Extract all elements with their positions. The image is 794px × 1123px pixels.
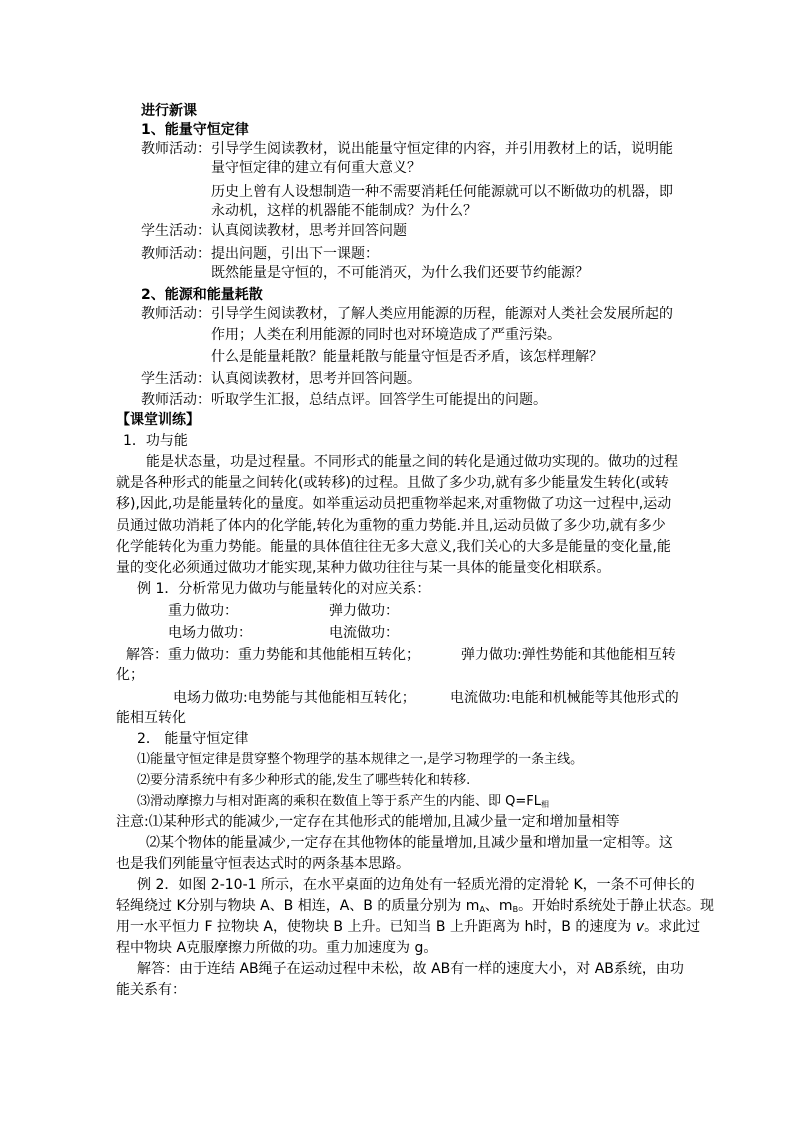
example-2-text: 。求此过 <box>644 919 701 935</box>
answer-line: 能相互转化 <box>116 710 186 726</box>
paragraph-line: 量的变化必须通过做功才能实现,某种力做功往往与某一具体的能量变化相联系。 <box>116 560 611 576</box>
law-point-3-text: ⑶滑动摩擦力与相对距离的乘积在数值上等于系产生的内能、即 Q=FL <box>137 794 541 809</box>
example-2-line: 程中物块 A克服摩擦力所做的功。重力加速度为 g。 <box>116 940 438 956</box>
solution-line: 解答：由于连结 AB绳子在运动过程中未松，故 AB有一样的速度大小，对 AB系统，由功 <box>137 961 684 977</box>
item-energy-conservation-law: 2． 能量守恒定律 <box>137 731 249 747</box>
elastic-work-label: 弹力做功： <box>329 603 399 619</box>
example-2-text: 。开始时系统处于静止状态。现 <box>518 898 715 914</box>
law-point-3 <box>137 793 549 814</box>
paragraph-line: 能是状态量，功是过程量。不同形式的能量之间的转化是通过做功实现的。做功的过程 <box>146 454 678 470</box>
gravity-work-label: 重力做功： <box>168 603 238 619</box>
paragraph-line: 员通过做功消耗了体内的化学能,转化为重物的重力势能.并且,运动员做了多少功,就有多少 <box>116 518 666 534</box>
subheading-energy-conservation: 1、能量守恒定律 <box>141 122 249 138</box>
efield-work-label: 电场力做功： <box>168 625 252 641</box>
law-point-3-subscript: 相 <box>540 800 549 809</box>
teacher-activity-text: 教师活动：听取学生汇报，总结点评。回答学生可能提出的问题。 <box>141 392 547 408</box>
teacher-activity-text: 永动机，这样的机器能不能制成？为什么？ <box>211 203 477 219</box>
law-point-2: ⑵要分清系统中有多少种形式的能,发生了哪些转化和转移. <box>137 773 471 788</box>
note-line: 注意:⑴某种形式的能减少,一定存在其他形式的能增加,且减少量一定和增加量相等 <box>116 814 620 830</box>
answer-line: 电流做功:电能和机械能等其他形式的 <box>450 690 679 706</box>
example-2-text: 轻绳绕过 K分别与物块 A、B 相连，A、B 的质量分别为 m <box>116 898 480 914</box>
example-2-text: 用一水平恒力 F 拉物块 A，使物块 B 上升。已知当 B 上升距离为 h时，B 的速度为 <box>116 919 636 935</box>
paragraph-line: 移),因此,功是能量转化的量度。如举重运动员把重物举起来,对重物做了功这一过程中,运动 <box>116 496 672 512</box>
solution-line: 能关系有： <box>116 982 186 998</box>
velocity-symbol: v <box>635 919 645 935</box>
paragraph-line: 化学能转化为重力势能。能量的具体值往往无多大意义,我们关心的大多是能量的变化量,能 <box>116 539 671 555</box>
item-work-and-energy: 1．功与能 <box>123 433 188 449</box>
subheading-energy-dissipation: 2、能源和能量耗散 <box>141 287 263 303</box>
example-2-line <box>116 918 700 936</box>
answer-line: 电场力做功:电势能与其他能相互转化； <box>173 690 416 706</box>
answer-line: 解答：重力做功：重力势能和其他能相互转化； <box>126 647 420 663</box>
teacher-activity-text: 什么是能量耗散？能量耗散与能量守恒是否矛盾，该怎样理解？ <box>211 349 603 365</box>
student-activity-text: 学生活动：认真阅读教材，思考并回答问题。 <box>141 371 421 387</box>
answer-line: 化； <box>116 667 144 683</box>
teacher-activity-text: 量守恒定律的建立有何重大意义？ <box>211 160 421 176</box>
law-point-1: ⑴能量守恒定律是贯穿整个物理学的基本规律之一,是学习物理学的一条主线。 <box>137 752 584 767</box>
example-2-line: 例 2．如图 2-10-1 所示，在水平桌面的边角处有一轻质光滑的定滑轮 K，一条不可伸长的 <box>137 877 695 893</box>
teacher-activity-text: 历史上曾有人设想制造一种不需要消耗任何能源就可以不断做功的机器，即 <box>211 184 673 200</box>
teacher-activity-text: 教师活动：提出问题，引出下一课题： <box>141 246 379 262</box>
note-line: ⑵某个物体的能量减少,一定存在其他物体的能量增加,且减少量和增加量一定相等。这 <box>146 835 673 851</box>
training-heading: 【课堂训练】 <box>116 412 200 428</box>
example-2-text: 、m <box>484 898 513 914</box>
teacher-activity-text: 既然能量是守恒的，不可能消灭，为什么我们还要节约能源？ <box>211 265 589 281</box>
current-work-label: 电流做功： <box>329 625 399 641</box>
teacher-activity-text: 教师活动：引导学生阅读教材，说出能量守恒定律的内容，并引用教材上的话，说明能 <box>141 141 673 157</box>
mass-a-subscript: A <box>479 905 485 914</box>
teacher-activity-text: 作用；人类在利用能源的同时也对环境造成了严重污染。 <box>211 327 561 343</box>
paragraph-line: 就是各种形式的能量之间转化(或转移)的过程。且做了多少功,就有多少能量发生转化(或转 <box>116 475 669 491</box>
section-heading: 进行新课 <box>141 103 197 119</box>
mass-b-subscript: B <box>512 905 519 914</box>
teacher-activity-text: 教师活动：引导学生阅读教材，了解人类应用能源的历程，能源对人类社会发展所起的 <box>141 306 673 322</box>
example-2-line <box>116 897 714 919</box>
student-activity-text: 学生活动：认真阅读教材，思考并回答问题 <box>141 223 407 239</box>
example-1-prompt: 例 1．分析常见力做功与能量转化的对应关系： <box>137 581 431 597</box>
answer-line: 弹力做功:弹性势能和其他能相互转 <box>461 647 676 663</box>
note-line: 也是我们列能量守恒表达式时的两条基本思路。 <box>116 856 410 872</box>
